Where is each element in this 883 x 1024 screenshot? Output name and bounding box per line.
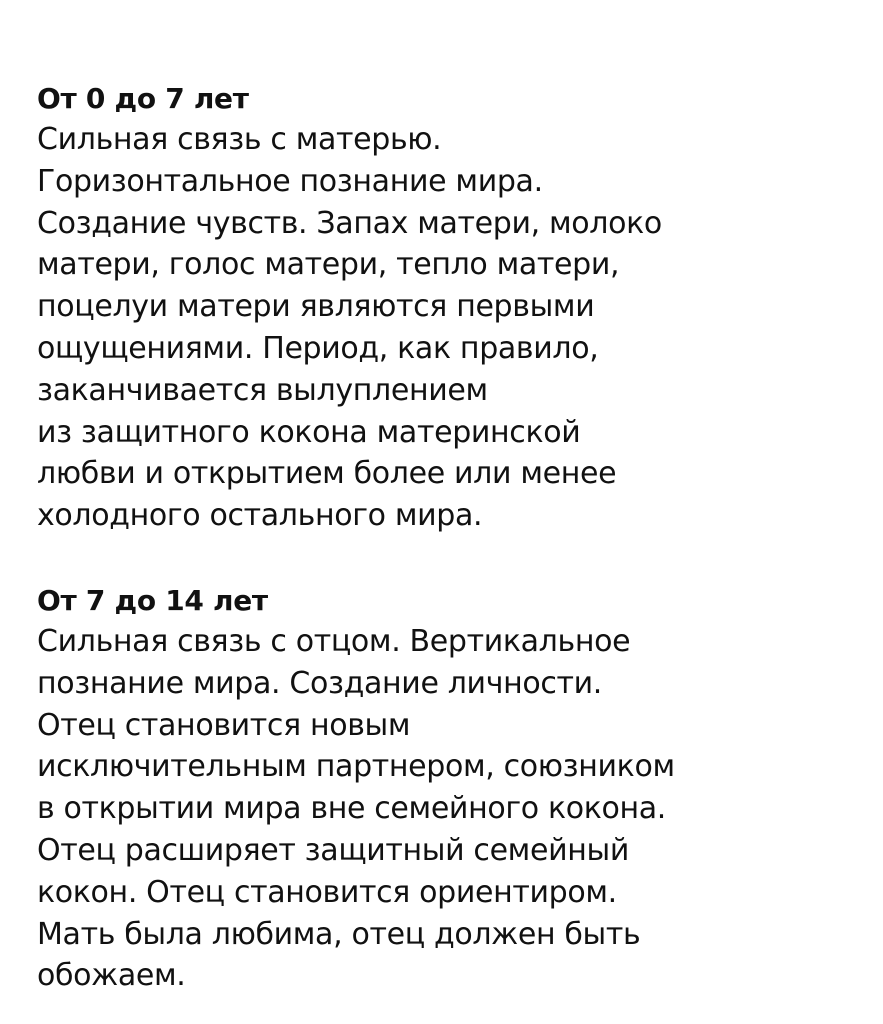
text-line: ощущениями. Период, как правило, [37,330,599,366]
text-line: любви и открытием более или менее [37,456,617,492]
text-line: Сильная связь с матерью. [37,122,442,157]
section-text [37,621,867,997]
text-line: матери, голос матери, тепло матери, [37,247,620,283]
section-title: От 7 до 14 лет [37,583,268,617]
text-line: поцелуи матери являются первыми [37,289,595,325]
text-line: кокон. Отец становится ориентиром. [37,874,617,910]
text-line: холодного остального мира. [37,498,483,534]
text-line: заканчивается вылуплением [37,372,488,408]
text-line: обожаем. [37,958,186,994]
text-line: Отец расширяет защитный семейный [37,832,629,868]
text-line: Отец становится новым [37,707,411,743]
text-line: из защитного кокона материнской [37,414,581,450]
text-line: Создание чувств. Запах матери, молоко [37,205,662,241]
section-text [37,119,867,537]
text-line: познание мира. Создание личности. [37,665,602,701]
section-age-0-7 [37,78,867,537]
section-title: От 0 до 7 лет [37,82,249,115]
text-line: в открытии мира вне семейного кокона. [37,791,666,827]
text-line: Сильная связь с отцом. Вертикальное [37,623,631,659]
text-line: исключительным партнером, союзником [37,749,675,785]
document-body [37,78,867,997]
text-line: Мать была любима, отец должен быть [37,916,641,952]
text-line: Горизонтальное познание мира. [37,163,543,199]
section-age-7-14 [37,580,867,997]
